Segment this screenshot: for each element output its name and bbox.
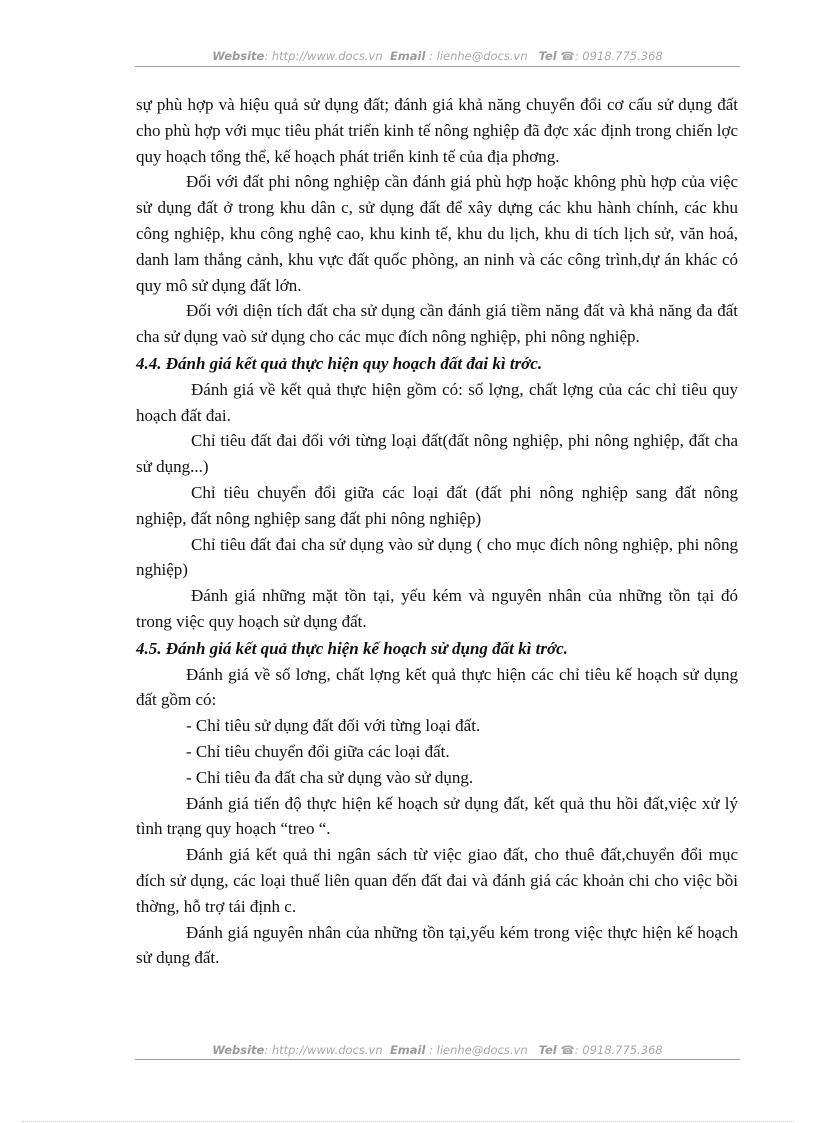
footer-email-value[interactable]: : lienhe@docs.vn xyxy=(429,1043,528,1057)
list-item: - Chỉ tiêu chuyển đổi giữa các loại đất. xyxy=(186,741,450,761)
footer-rule xyxy=(135,1059,740,1060)
paragraph: Đánh giá những mặt tồn tại, yếu kém và nguyên nhân của những tồn tại đó trong việc quy hoạch sử dụng đất. xyxy=(136,586,738,631)
paragraph: Đối với đất phi nông nghiệp cần đánh giá phù hợp hoặc không phù hợp của việc sử dụng đất ở trong khu dân c, sử dụng đất để xây dựng các khu hành chính, các khu công nghiệp, khu công nghệ cao, khu kinh tế, khu du lịch, khu di tích lịch sử, văn hoá, danh lam thắng cảnh, khu vực đất quốc phòng, an ninh và các công trình,dự án khác có quy mô sử dụng đất lớn. xyxy=(136,172,738,295)
page-footer xyxy=(135,1043,740,1057)
section-heading-4-4: 4.4. Đánh giá kết quả thực hiện quy hoạch đất đai kì trớc. xyxy=(136,353,543,373)
document-body xyxy=(136,92,738,971)
paragraph: Đánh giá kết quả thi ngân sách từ việc giao đất, cho thuê đất,chuyển đổi mục đích sử dụng, các loại thuế liên quan đến đất đai và đánh giá các khoản chi cho việc bồi thờng, hỗ trợ tái định c. xyxy=(136,845,738,916)
header-website-value[interactable]: : http://www.docs.vn xyxy=(264,49,383,63)
paragraph: Chỉ tiêu chuyển đổi giữa các loại đất (đất phi nông nghiệp sang đất nông nghiệp, đất nông nghiệp sang đất phi nông nghiệp) xyxy=(136,482,738,528)
header-email-value[interactable]: : lienhe@docs.vn xyxy=(429,49,528,63)
footer-website-label: Website xyxy=(212,1043,265,1057)
page-edge-dotted-line xyxy=(22,1121,794,1122)
paragraph: Đánh giá nguyên nhân của những tồn tại,yếu kém trong việc thực hiện kế hoạch sử dụng đất. xyxy=(136,922,738,968)
section-heading-4-5: 4.5. Đánh giá kết quả thực hiện kế hoạch sử dụng đất kì trớc. xyxy=(136,638,568,658)
header-rule xyxy=(135,66,740,67)
paragraph: Đánh giá về kết quả thực hiện gồm có: số lợng, chất lợng của các chỉ tiêu quy hoạch đất đai. xyxy=(136,379,738,425)
paragraph: Đánh giá về số lơng, chất lợng kết quả thực hiện các chỉ tiêu kế hoạch sử dụng đất gồm có: xyxy=(136,664,738,710)
footer-tel-label: Tel xyxy=(538,1043,557,1057)
header-tel-label: Tel xyxy=(538,49,557,63)
phone-icon: ☎ xyxy=(560,1043,575,1057)
footer-email-label: Email xyxy=(389,1043,426,1057)
footer-website-value[interactable]: : http://www.docs.vn xyxy=(264,1043,383,1057)
paragraph: Chỉ tiêu đất đai đối với từng loại đất(đất nông nghiệp, phi nông nghiệp, đất cha sử dụng...) xyxy=(136,431,738,477)
phone-icon: ☎ xyxy=(560,49,575,63)
footer-tel-value: : 0918.775.368 xyxy=(574,1043,663,1057)
paragraph: Đánh giá tiến độ thực hiện kế hoạch sử dụng đất, kết quả thu hồi đất,việc xử lý tình trạng quy hoạch “treo “. xyxy=(136,793,738,839)
list-item: - Chỉ tiêu đa đất cha sử dụng vào sử dụng. xyxy=(186,767,474,787)
paragraph: sự phù hợp và hiệu quả sử dụng đất; đánh giá khả năng chuyển đổi cơ cấu sử dụng đất cho phù hợp với mục tiêu phát triển kinh tế nông nghiệp đã đợc xác định trong chiến lợc quy hoạch tổng thể, kế hoạch phát triển kinh tế của địa phơng. xyxy=(136,95,738,166)
header-tel-value: : 0918.775.368 xyxy=(574,49,663,63)
header-website-label: Website xyxy=(212,49,265,63)
paragraph: Chỉ tiêu đất đai cha sử dụng vào sử dụng ( cho mục đích nông nghiệp, phi nông nghiệp) xyxy=(136,534,738,580)
paragraph: Đối với diện tích đất cha sử dụng cần đánh giá tiềm năng đất và khả năng đa đất cha sử dụng vaò sử dụng cho các mục đích nông nghiệp, phi nông nghiệp. xyxy=(136,301,738,347)
page-header xyxy=(135,49,740,63)
list-item: - Chỉ tiêu sử dụng đất đối với từng loại đất. xyxy=(186,716,481,736)
header-email-label: Email xyxy=(389,49,426,63)
